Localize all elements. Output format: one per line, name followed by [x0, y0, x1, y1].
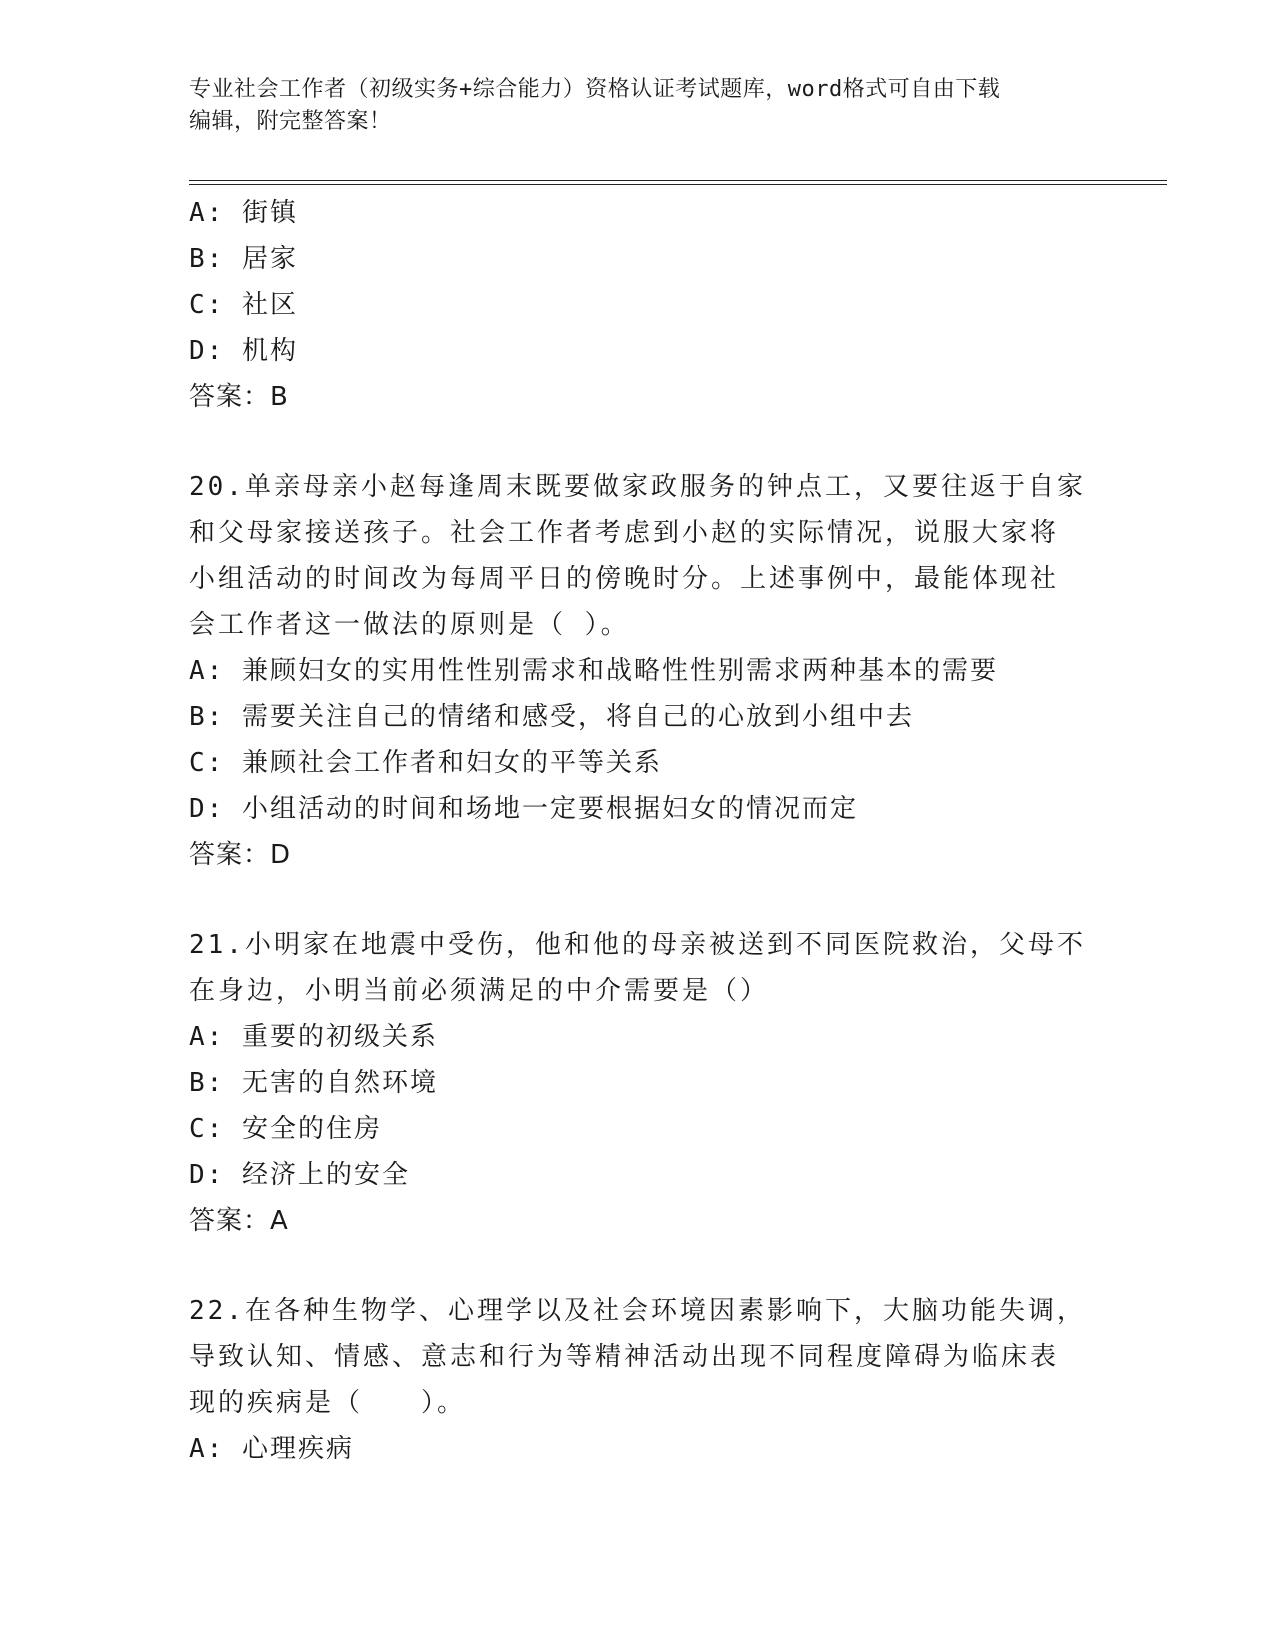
stem-line: 22.在各种生物学、心理学以及社会环境因素影响下，大脑功能失调， [189, 1296, 1086, 1326]
header-line-1: 专业社会工作者（初级实务+综合能力）资格认证考试题库，word格式可自由下载 [189, 77, 1001, 102]
option-c: C: 兼顾社会工作者和妇女的平等关系 [189, 748, 662, 778]
answer: 答案：B [189, 382, 289, 412]
stem-line: 小组活动的时间改为每周平日的傍晚时分。上述事例中，最能体现社 [189, 564, 1060, 594]
option-b: B: 需要关注自己的情绪和感受，将自己的心放到小组中去 [189, 702, 914, 732]
document-header [189, 74, 1089, 138]
answer: 答案：D [189, 840, 292, 870]
stem-line: 导致认知、情感、意志和行为等精神活动出现不同程度障碍为临床表 [189, 1342, 1060, 1372]
option-d: D: 机构 [189, 336, 298, 366]
answer: 答案：A [189, 1206, 289, 1236]
question-21 [189, 922, 1089, 1244]
option-d: D: 小组活动的时间和场地一定要根据妇女的情况而定 [189, 794, 858, 824]
stem-line: 在身边，小明当前必须满足的中介需要是（） [189, 976, 770, 1006]
option-a: A: 街镇 [189, 198, 298, 228]
stem-line: 现的疾病是（ ）。 [189, 1388, 467, 1418]
option-c: C: 安全的住房 [189, 1114, 382, 1144]
question-stem [189, 1288, 1089, 1426]
question-stem [189, 922, 1089, 1014]
question-19 [189, 190, 1089, 420]
stem-line: 会工作者这一做法的原则是（ ）。 [189, 610, 630, 640]
option-a: A: 兼顾妇女的实用性性别需求和战略性性别需求两种基本的需要 [189, 656, 998, 686]
option-b: B: 居家 [189, 244, 298, 274]
option-a: A: 重要的初级关系 [189, 1022, 438, 1052]
header-line-2: 编辑，附完整答案！ [189, 109, 392, 134]
option-d: D: 经济上的安全 [189, 1160, 410, 1190]
option-a: A: 心理疾病 [189, 1434, 354, 1464]
header-divider [189, 180, 1167, 185]
option-b: B: 无害的自然环境 [189, 1068, 438, 1098]
stem-line: 21.小明家在地震中受伤，他和他的母亲被送到不同医院救治，父母不 [189, 930, 1086, 960]
stem-line: 和父母家接送孩子。社会工作者考虑到小赵的实际情况，说服大家将 [189, 518, 1060, 548]
question-22 [189, 1288, 1089, 1472]
option-c: C: 社区 [189, 290, 298, 320]
stem-line: 20.单亲母亲小赵每逢周末既要做家政服务的钟点工，又要往返于自家 [189, 472, 1086, 502]
question-stem [189, 464, 1089, 648]
question-list [189, 190, 1089, 1472]
question-20 [189, 464, 1089, 878]
